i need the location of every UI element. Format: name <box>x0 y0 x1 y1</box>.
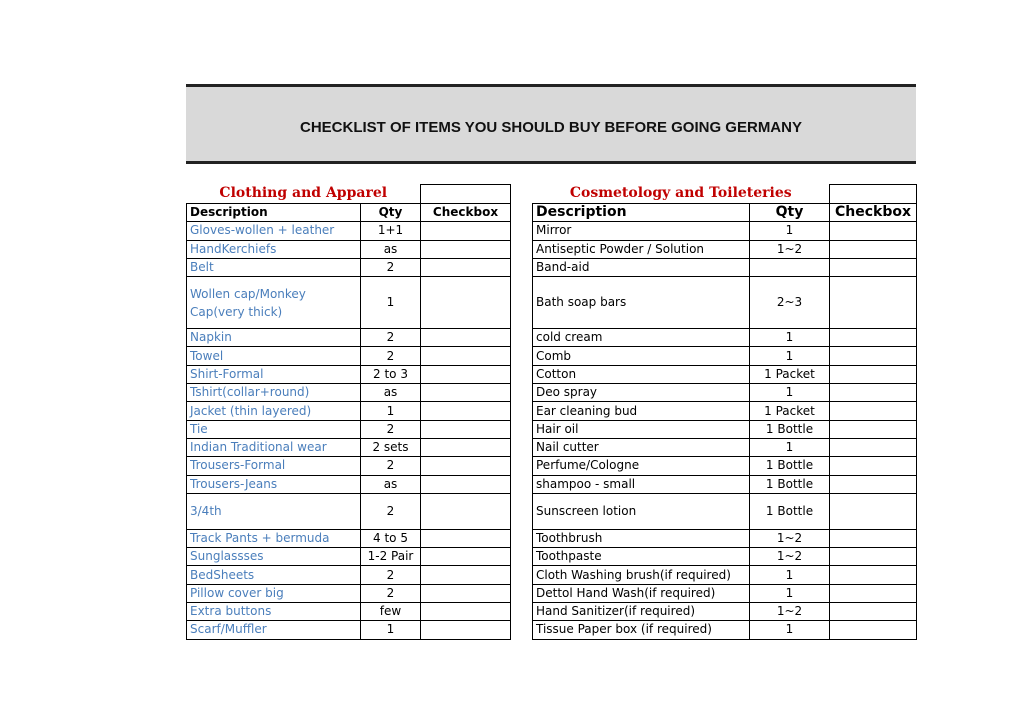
item-qty: 1~2 <box>750 603 830 621</box>
item-qty: 2 <box>361 584 421 602</box>
empty-cell <box>421 185 511 204</box>
item-checkbox-cell[interactable] <box>421 258 511 276</box>
section-title-cosmetics: Cosmetology and Toileteries <box>533 185 830 204</box>
table-row <box>187 365 511 383</box>
item-qty: 2 <box>361 457 421 475</box>
table-row <box>533 493 917 529</box>
table-row <box>533 438 917 456</box>
table-row <box>533 603 917 621</box>
item-checkbox-cell[interactable] <box>830 457 917 475</box>
table-row <box>187 420 511 438</box>
table-row <box>187 603 511 621</box>
item-description: Band-aid <box>533 258 750 276</box>
item-description: cold cream <box>533 329 750 347</box>
item-qty: 1+1 <box>361 222 421 240</box>
cosmetics-header-row <box>533 204 917 222</box>
item-checkbox-cell[interactable] <box>421 584 511 602</box>
item-description: Antiseptic Powder / Solution <box>533 240 750 258</box>
item-qty: 2 sets <box>361 438 421 456</box>
cosmetics-table <box>532 184 917 640</box>
item-qty: 1~2 <box>750 240 830 258</box>
table-row <box>187 240 511 258</box>
item-qty: 1 Packet <box>750 402 830 420</box>
item-checkbox-cell[interactable] <box>830 258 917 276</box>
item-qty: 1 Packet <box>750 365 830 383</box>
item-checkbox-cell[interactable] <box>830 277 917 329</box>
item-qty: 1 <box>750 584 830 602</box>
item-description: 3/4th <box>187 493 361 529</box>
table-row <box>187 329 511 347</box>
item-description: Perfume/Cologne <box>533 457 750 475</box>
empty-cell <box>830 185 917 204</box>
column-header-description: Description <box>187 204 361 222</box>
item-description: Bath soap bars <box>533 277 750 329</box>
item-checkbox-cell[interactable] <box>830 222 917 240</box>
item-qty: 2 <box>361 347 421 365</box>
table-row <box>533 402 917 420</box>
item-qty: as <box>361 475 421 493</box>
item-qty: 1 <box>361 402 421 420</box>
page-title: CHECKLIST OF ITEMS YOU SHOULD BUY BEFORE GOING GERMANY <box>300 119 802 136</box>
column-header-checkbox: Checkbox <box>421 204 511 222</box>
item-checkbox-cell[interactable] <box>421 420 511 438</box>
item-description: Sunglassses <box>187 548 361 566</box>
item-description: HandKerchiefs <box>187 240 361 258</box>
item-checkbox-cell[interactable] <box>421 566 511 584</box>
item-description: Mirror <box>533 222 750 240</box>
column-header-qty: Qty <box>361 204 421 222</box>
item-checkbox-cell[interactable] <box>421 548 511 566</box>
column-header-checkbox: Checkbox <box>830 204 917 222</box>
item-qty: few <box>361 603 421 621</box>
item-checkbox-cell[interactable] <box>830 475 917 493</box>
item-checkbox-cell[interactable] <box>830 347 917 365</box>
table-row <box>187 621 511 639</box>
item-description: Napkin <box>187 329 361 347</box>
item-qty: 1 <box>361 277 421 329</box>
item-description: Wollen cap/Monkey Cap(very thick) <box>187 277 361 329</box>
table-row <box>533 365 917 383</box>
item-checkbox-cell[interactable] <box>421 347 511 365</box>
title-banner <box>186 84 916 164</box>
table-row <box>187 584 511 602</box>
table-row <box>187 493 511 529</box>
item-qty: as <box>361 240 421 258</box>
item-qty: 1 <box>750 222 830 240</box>
clothing-header-row <box>187 204 511 222</box>
item-description: Cotton <box>533 365 750 383</box>
cosmetics-title-row <box>533 185 917 204</box>
item-checkbox-cell[interactable] <box>421 384 511 402</box>
item-description: Ear cleaning bud <box>533 402 750 420</box>
item-description: Trousers-Formal <box>187 457 361 475</box>
item-checkbox-cell[interactable] <box>830 420 917 438</box>
item-description: Toothbrush <box>533 529 750 547</box>
item-checkbox-cell[interactable] <box>421 493 511 529</box>
table-row <box>533 222 917 240</box>
item-description: Trousers-Jeans <box>187 475 361 493</box>
item-qty: 1~2 <box>750 548 830 566</box>
item-checkbox-cell[interactable] <box>421 621 511 639</box>
item-qty: 2 <box>361 493 421 529</box>
item-qty: 1~2 <box>750 529 830 547</box>
item-qty <box>750 258 830 276</box>
item-checkbox-cell[interactable] <box>421 475 511 493</box>
table-row <box>187 384 511 402</box>
item-qty: 2~3 <box>750 277 830 329</box>
table-row <box>533 584 917 602</box>
item-checkbox-cell[interactable] <box>830 566 917 584</box>
item-checkbox-cell[interactable] <box>421 603 511 621</box>
table-row <box>187 475 511 493</box>
item-qty: 1 <box>750 384 830 402</box>
table-row <box>533 566 917 584</box>
item-checkbox-cell[interactable] <box>830 603 917 621</box>
table-row <box>533 384 917 402</box>
item-description: Track Pants + bermuda <box>187 529 361 547</box>
item-qty: 4 to 5 <box>361 529 421 547</box>
item-qty: 1 Bottle <box>750 420 830 438</box>
item-description: Deo spray <box>533 384 750 402</box>
item-qty: 1-2 Pair <box>361 548 421 566</box>
item-checkbox-cell[interactable] <box>830 493 917 529</box>
item-description: Tie <box>187 420 361 438</box>
item-qty: 2 <box>361 258 421 276</box>
table-row <box>533 457 917 475</box>
table-row <box>533 347 917 365</box>
item-checkbox-cell[interactable] <box>830 384 917 402</box>
item-checkbox-cell[interactable] <box>421 329 511 347</box>
table-row <box>187 438 511 456</box>
item-checkbox-cell[interactable] <box>830 584 917 602</box>
item-checkbox-cell[interactable] <box>421 240 511 258</box>
item-checkbox-cell[interactable] <box>421 529 511 547</box>
item-qty: 1 <box>750 329 830 347</box>
table-row <box>533 240 917 258</box>
table-row <box>533 420 917 438</box>
section-title-clothing: Clothing and Apparel <box>187 185 421 204</box>
item-qty: 1 <box>750 621 830 639</box>
table-row <box>533 329 917 347</box>
table-row <box>187 548 511 566</box>
item-checkbox-cell[interactable] <box>830 529 917 547</box>
item-description: Nail cutter <box>533 438 750 456</box>
table-row <box>187 277 511 329</box>
item-checkbox-cell[interactable] <box>421 438 511 456</box>
table-row <box>533 529 917 547</box>
item-checkbox-cell[interactable] <box>830 365 917 383</box>
item-checkbox-cell[interactable] <box>830 402 917 420</box>
item-description: Gloves-wollen + leather <box>187 222 361 240</box>
column-header-description: Description <box>533 204 750 222</box>
item-description: Cloth Washing brush(if required) <box>533 566 750 584</box>
clothing-title-row <box>187 185 511 204</box>
item-qty: 1 <box>750 438 830 456</box>
item-description: Jacket (thin layered) <box>187 402 361 420</box>
table-row <box>533 475 917 493</box>
item-description: Pillow cover big <box>187 584 361 602</box>
item-qty: 1 Bottle <box>750 493 830 529</box>
item-checkbox-cell[interactable] <box>830 438 917 456</box>
item-checkbox-cell[interactable] <box>421 365 511 383</box>
item-qty: 1 <box>750 566 830 584</box>
item-qty: 2 to 3 <box>361 365 421 383</box>
item-qty: 1 <box>750 347 830 365</box>
item-qty: 2 <box>361 329 421 347</box>
item-qty: 2 <box>361 566 421 584</box>
table-row <box>533 548 917 566</box>
item-description: Tissue Paper box (if required) <box>533 621 750 639</box>
table-row <box>187 402 511 420</box>
item-checkbox-cell[interactable] <box>421 277 511 329</box>
item-checkbox-cell[interactable] <box>421 402 511 420</box>
item-description: Indian Traditional wear <box>187 438 361 456</box>
item-description: Shirt-Formal <box>187 365 361 383</box>
item-description: shampoo - small <box>533 475 750 493</box>
item-checkbox-cell[interactable] <box>830 621 917 639</box>
table-row <box>533 621 917 639</box>
item-qty: as <box>361 384 421 402</box>
item-description: Hair oil <box>533 420 750 438</box>
item-qty: 2 <box>361 420 421 438</box>
item-description: Dettol Hand Wash(if required) <box>533 584 750 602</box>
item-qty: 1 <box>361 621 421 639</box>
table-row <box>187 566 511 584</box>
item-checkbox-cell[interactable] <box>830 548 917 566</box>
column-header-qty: Qty <box>750 204 830 222</box>
item-description: Comb <box>533 347 750 365</box>
item-description: Hand Sanitizer(if required) <box>533 603 750 621</box>
table-row <box>187 222 511 240</box>
item-checkbox-cell[interactable] <box>830 329 917 347</box>
table-row <box>187 529 511 547</box>
item-description: Tshirt(collar+round) <box>187 384 361 402</box>
table-row <box>187 457 511 475</box>
table-row <box>533 258 917 276</box>
item-qty: 1 Bottle <box>750 457 830 475</box>
item-checkbox-cell[interactable] <box>421 457 511 475</box>
item-description: Scarf/Muffler <box>187 621 361 639</box>
item-checkbox-cell[interactable] <box>830 240 917 258</box>
table-row <box>533 277 917 329</box>
item-description: BedSheets <box>187 566 361 584</box>
item-checkbox-cell[interactable] <box>421 222 511 240</box>
table-row <box>187 347 511 365</box>
item-description: Belt <box>187 258 361 276</box>
table-row <box>187 258 511 276</box>
item-qty: 1 Bottle <box>750 475 830 493</box>
item-description: Extra buttons <box>187 603 361 621</box>
clothing-table <box>186 184 511 640</box>
item-description: Sunscreen lotion <box>533 493 750 529</box>
item-description: Towel <box>187 347 361 365</box>
item-description: Toothpaste <box>533 548 750 566</box>
